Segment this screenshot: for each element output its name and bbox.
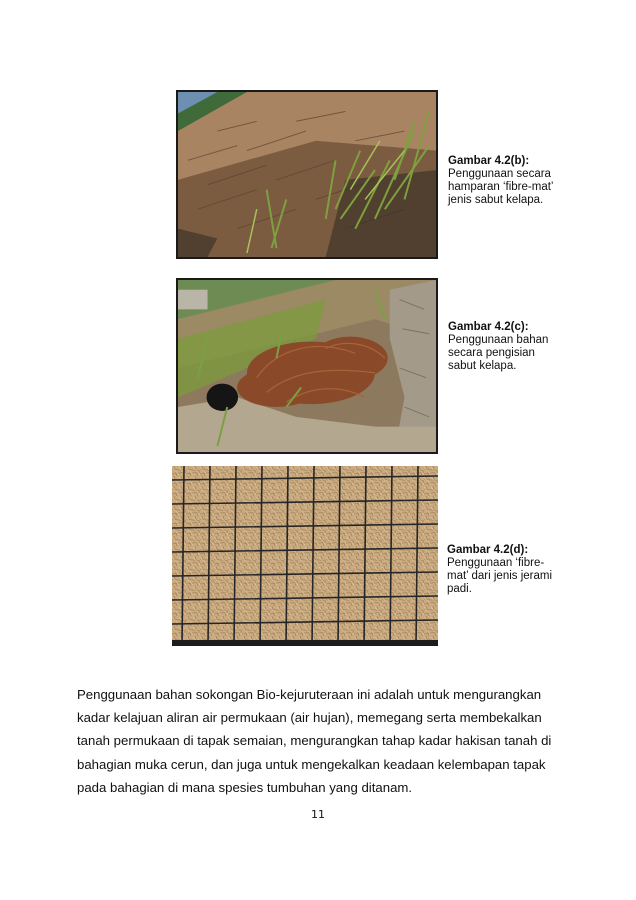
caption-line: padi. <box>447 583 472 595</box>
caption-line: jenis sabut kelapa. <box>448 194 544 206</box>
caption-line: Penggunaan secara <box>448 168 551 180</box>
body-line: Penggunaan bahan sokongan Bio-kejuruteraan ini adalah untuk mengurangkan <box>77 687 542 702</box>
caption-figure-c <box>448 321 566 373</box>
caption-figure-b <box>448 155 566 207</box>
caption-line: Penggunaan bahan <box>448 334 549 346</box>
caption-line: sabut kelapa. <box>448 360 517 372</box>
body-line: kadar kelajuan aliran air permukaan (air hujan), memegang serta membekalkan <box>77 710 542 726</box>
caption-title: Gambar 4.2(d): <box>447 544 529 556</box>
caption-line: hamparan ‘fibre-mat’ <box>448 181 554 193</box>
page-number: 11 <box>311 808 325 821</box>
body-line: pada bahagian di mana spesies tumbuhan yang ditanam. <box>77 779 413 795</box>
caption-line: mat’ dari jenis jerami <box>447 570 553 582</box>
caption-title: Gambar 4.2(b): <box>448 155 530 167</box>
photo-straw-fibre-mat <box>172 466 438 646</box>
caption-line: secara pengisian <box>448 347 535 359</box>
photo-fibre-mat-slope <box>176 90 438 259</box>
body-paragraph <box>77 683 567 799</box>
body-line: bahagian muka cerun, dan juga untuk mengekalkan keadaan kelembapan tapak <box>77 756 546 772</box>
caption-line: Penggunaan ‘fibre- <box>447 557 545 569</box>
caption-figure-d <box>447 544 565 596</box>
photo-coir-filling <box>176 278 438 454</box>
body-line: tanah permukaan di tapak semaian, mengurangkan tahap kadar hakisan tanah di <box>77 733 552 749</box>
caption-title: Gambar 4.2(c): <box>448 321 529 333</box>
